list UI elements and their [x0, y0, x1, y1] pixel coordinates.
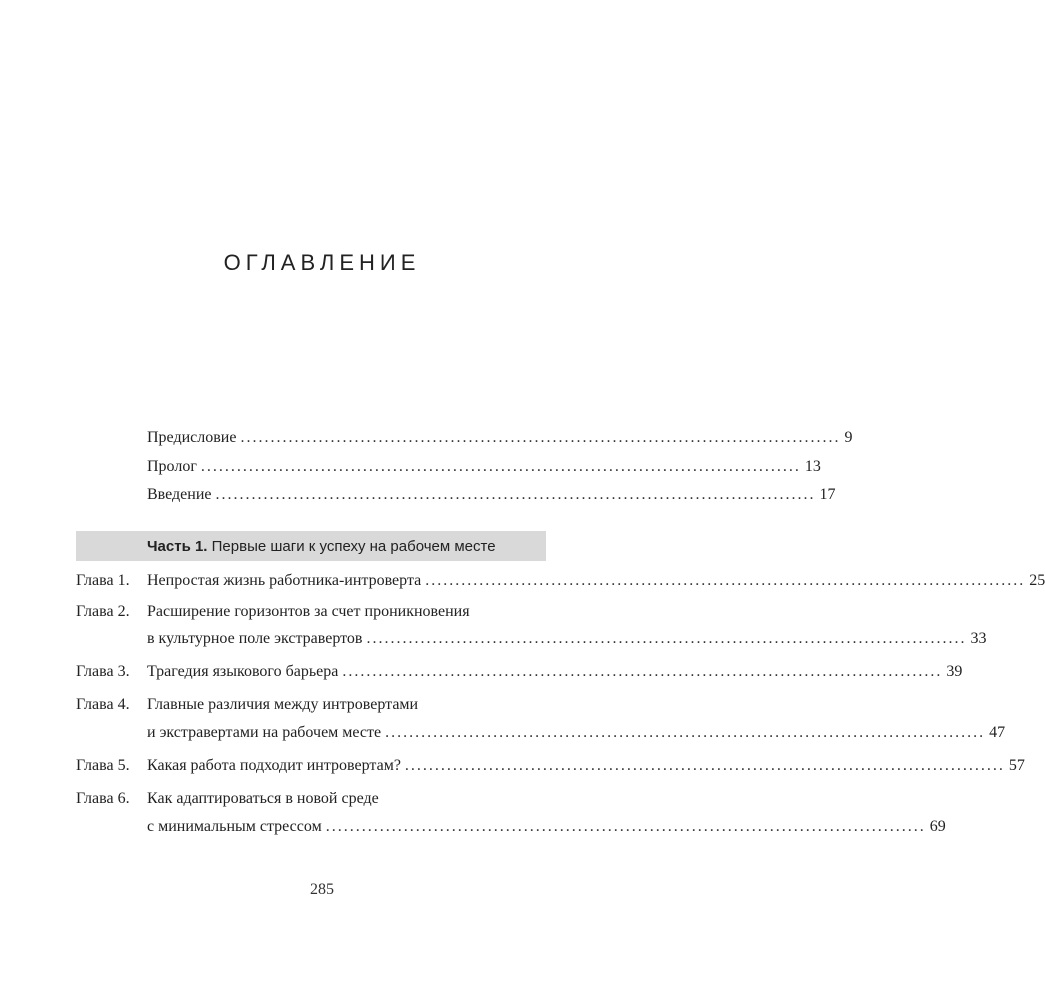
toc-entry-introduction[interactable]: [147, 484, 836, 506]
dot-leader: ....................................................................................................: [366, 630, 967, 647]
toc-entry-title-line[interactable]: Расширение горизонтов за счет проникновения: [147, 603, 470, 620]
toc-entry-preface[interactable]: [147, 427, 853, 449]
toc-entry-page: 69: [929, 818, 946, 835]
dot-leader: ....................................................................................................: [342, 663, 943, 680]
toc-entry-page: 17: [819, 486, 836, 503]
toc-entry-title: и экстравертами на рабочем месте: [147, 724, 382, 741]
toc-entry-title: Пролог: [147, 458, 197, 475]
toc-entry-title: Предисловие: [147, 429, 237, 446]
toc-entry-chapter-2[interactable]: [147, 628, 987, 650]
toc-entry-title: в культурное поле экстравертов: [147, 630, 363, 647]
toc-entry-title-line[interactable]: Главные различия между интровертами: [147, 696, 419, 713]
dot-leader: ....................................................................................................: [404, 757, 1005, 774]
dot-leader: ....................................................................................................: [200, 458, 801, 475]
part-title: Первые шаги к успеху на рабочем месте: [211, 538, 496, 555]
toc-entry-title: Непростая жизнь работника-интроверта: [147, 572, 422, 589]
toc-entry-chapter-5[interactable]: [147, 755, 1025, 777]
toc-entry-page: 9: [844, 429, 853, 446]
toc-entry-page: 57: [1008, 757, 1025, 774]
toc-entry-title-line[interactable]: Как адаптироваться в новой среде: [147, 790, 379, 807]
page-number: 285: [310, 881, 334, 898]
toc-entry-prologue[interactable]: [147, 456, 821, 478]
toc-entry-chapter-4[interactable]: [147, 722, 1006, 744]
part-label: Часть 1.: [147, 538, 208, 555]
toc-entry-page: 39: [946, 663, 963, 680]
toc-entry-chapter-1[interactable]: [147, 570, 1045, 592]
toc-entry-page: 47: [989, 724, 1006, 741]
toc-entry-chapter-3[interactable]: [147, 661, 963, 683]
chapter-label: Глава 6.: [76, 790, 130, 807]
dot-leader: ....................................................................................................: [240, 429, 841, 446]
part-heading[interactable]: [76, 531, 546, 561]
toc-entry-title: Трагедия языкового барьера: [147, 663, 339, 680]
dot-leader: ....................................................................................................: [215, 486, 816, 503]
chapter-label: Глава 2.: [76, 603, 130, 620]
dot-leader: ....................................................................................................: [325, 818, 926, 835]
chapter-label: Глава 5.: [76, 757, 130, 774]
toc-entry-chapter-6[interactable]: [147, 816, 946, 838]
part-heading-text: [147, 537, 496, 557]
dot-leader: ....................................................................................................: [425, 572, 1026, 589]
page-title: ОГЛАВЛЕНИЕ: [223, 250, 421, 275]
toc-entry-page: 13: [804, 458, 821, 475]
chapter-label: Глава 4.: [76, 696, 130, 713]
toc-entry-title: Какая работа подходит интровертам?: [147, 757, 401, 774]
chapter-label: Глава 1.: [76, 572, 130, 589]
toc-entry-title: Введение: [147, 486, 212, 503]
toc-entry-page: 33: [970, 630, 987, 647]
toc-entry-page: 25: [1029, 572, 1045, 589]
dot-leader: ....................................................................................................: [385, 724, 986, 741]
toc-entry-title: с минимальным стрессом: [147, 818, 322, 835]
chapter-label: Глава 3.: [76, 663, 130, 680]
